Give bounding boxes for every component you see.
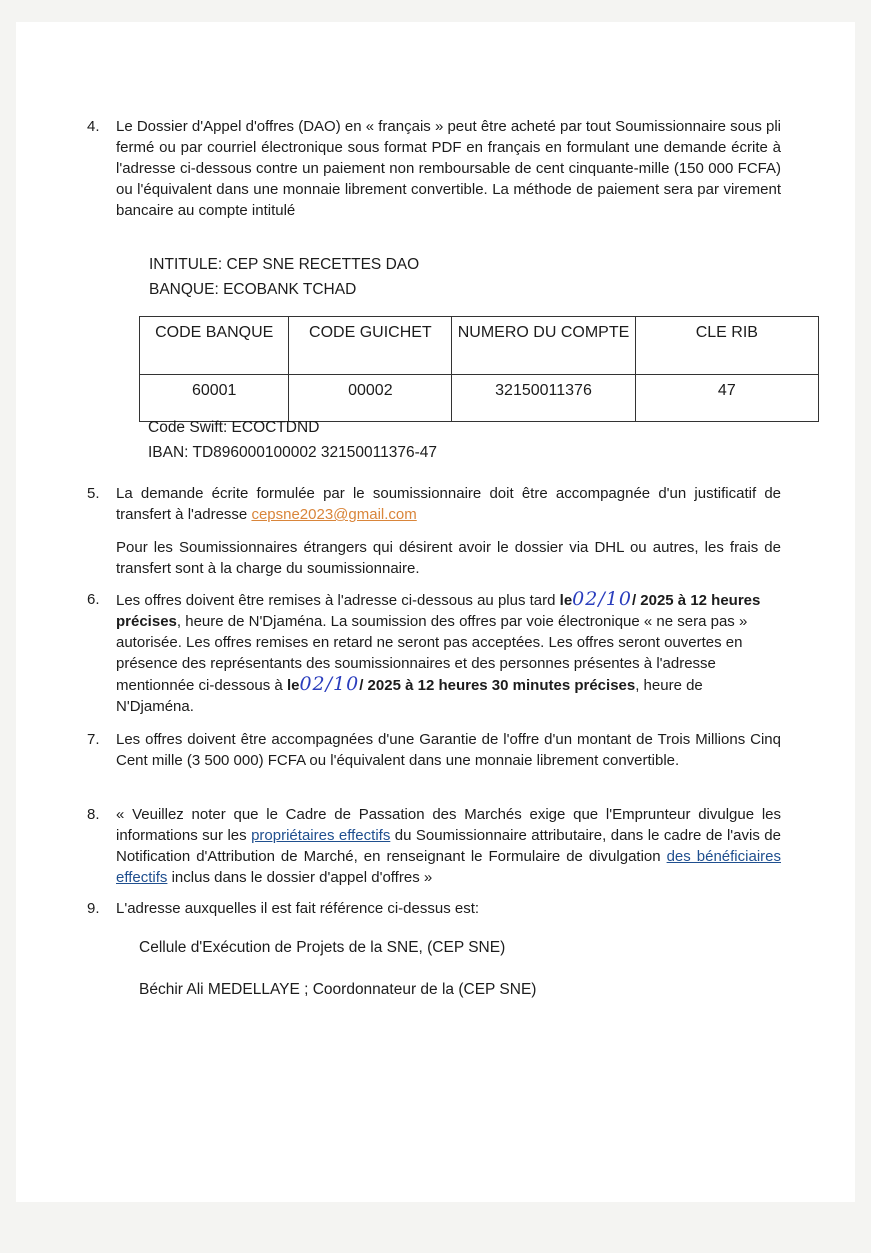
document-page: [16, 22, 855, 1202]
item-6: [87, 588, 781, 717]
item-5: [87, 483, 781, 525]
item-7: [87, 729, 781, 771]
address-line-1: Cellule d'Exécution de Projets de la SNE, (CEP SNE): [139, 939, 506, 956]
item-number: 4.: [87, 118, 100, 135]
address-line-2: Béchir Ali MEDELLAYE ; Coordonnateur de la (CEP SNE): [139, 981, 537, 998]
item-text: du Soumissionnaire attributaire, dans le cadre de l'avis de Notification d'Attribution de Marché, en renseignant le Formulaire de divulgation: [116, 827, 781, 865]
table-header-cell: CODE BANQUE: [140, 317, 289, 375]
item-8: [87, 804, 781, 888]
opening-bold: [286, 673, 636, 695]
item-text: , heure de N'Djaména. La soumission des offres par voie électronique « ne sera pas » autorisée. Les offres remises en retard ne seront pas acceptées. Les offres seront ouvertes en présence des représentants des soumissionnaires et des personnes présentes à l'adresse mentionnée ci-dessous à: [116, 613, 748, 694]
table-cell: 60001: [140, 375, 289, 422]
item-4: [87, 116, 781, 221]
handwritten-date: 02/10: [572, 588, 632, 610]
account-intitule: INTITULE: CEP SNE RECETTES DAO: [149, 256, 420, 273]
bold-text: / 2025 à 12 heures précises: [116, 592, 761, 630]
table-cell: 32150011376: [452, 375, 635, 422]
table-header-cell: NUMERO DU COMPTE: [452, 317, 635, 375]
account-banque: BANQUE: ECOBANK TCHAD: [149, 281, 357, 298]
item-text: , heure de N'Djaména.: [116, 677, 703, 715]
item-number: 8.: [87, 806, 100, 823]
bank-details-table: [139, 316, 819, 422]
iban: IBAN: TD896000100002 32150011376-47: [148, 444, 437, 461]
beneficiaires-effectifs-link[interactable]: des bénéficiaires effectifs: [116, 848, 781, 886]
table-header-cell: CLE RIB: [635, 317, 818, 375]
bold-text: le: [559, 592, 573, 609]
handwritten-date: 02/10: [299, 673, 360, 695]
item-text: La demande écrite formulée par le soumissionnaire doit être accompagnée d'un justificatif de transfert à l'adresse: [116, 485, 781, 523]
item-number: 9.: [87, 900, 100, 917]
item-number: 5.: [87, 485, 100, 502]
item-text: inclus dans le dossier d'appel d'offres »: [167, 869, 433, 886]
table-cell: 00002: [289, 375, 452, 422]
item-number: 6.: [87, 591, 100, 608]
item-text: Les offres doivent être remises à l'adresse ci-dessous au plus tard: [116, 592, 560, 609]
bold-text: le: [286, 677, 300, 694]
table-header-cell: CODE GUICHET: [289, 317, 452, 375]
bold-text: / 2025 à 12 heures 30 minutes précises: [359, 677, 636, 694]
table-cell: 47: [635, 375, 818, 422]
swift-code: Code Swift: ECOCTDND: [148, 419, 320, 436]
item-5-paragraph: Pour les Soumissionnaires étrangers qui désirent avoir le dossier via DHL ou autres, les frais de transfert sont à la charge du soumissionnaire.: [116, 539, 781, 577]
item-number: 7.: [87, 731, 100, 748]
item-text: Le Dossier d'Appel d'offres (DAO) en « français » peut être acheté par tout Soumissionnaire sous pli fermé ou par courriel électronique sous format PDF en français en formulant une demande écrite à l'adresse ci-dessous contre un paiement non remboursable de cent cinquante-mille (150 000 FCFA) ou l'équivalent dans une monnaie librement convertible. La méthode de paiement sera par virement bancaire au compte intitulé: [116, 118, 781, 219]
email-link[interactable]: cepsne2023@gmail.com: [251, 506, 417, 523]
item-text: Les offres doivent être accompagnées d'une Garantie de l'offre d'un montant de Trois Millions Cinq Cent mille (3 500 000) FCFA ou l'équivalent dans une monnaie librement convertible.: [116, 731, 781, 769]
item-text: L'adresse auxquelles il est fait référence ci-dessus est:: [116, 900, 480, 917]
proprietaires-effectifs-link[interactable]: propriétaires effectifs: [251, 827, 391, 844]
item-text: « Veuillez noter que le Cadre de Passation des Marchés exige que l'Emprunteur divulgue les informations sur les: [116, 806, 781, 844]
table-header-row: [140, 317, 819, 375]
item-9: [87, 898, 781, 919]
